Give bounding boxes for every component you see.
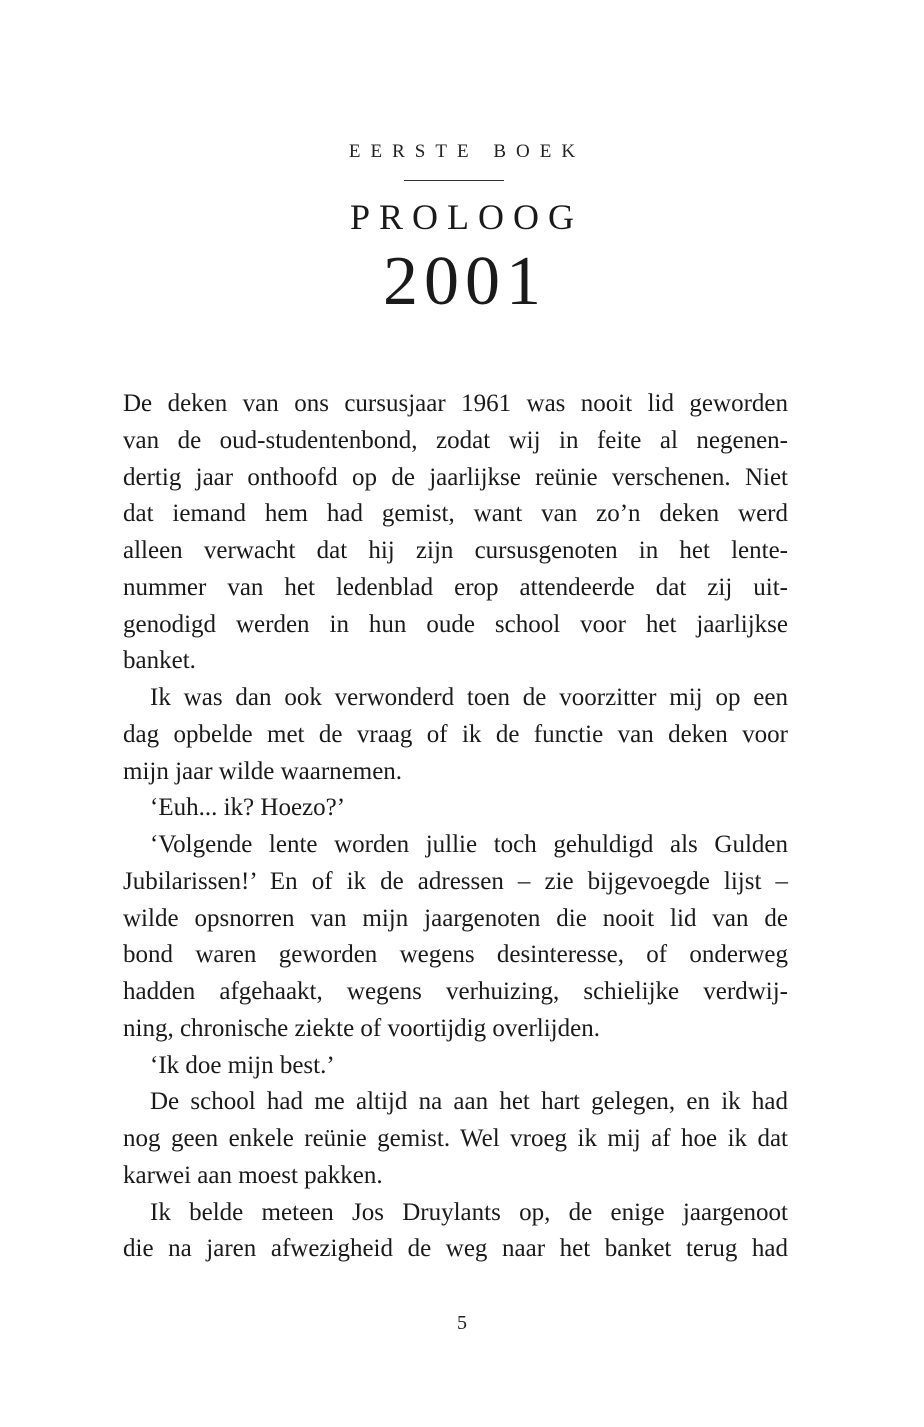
text-line: karwei aan moest pakken.: [123, 1161, 383, 1189]
text-line: banket.: [123, 647, 196, 675]
text-line: De deken van ons cursusjaar 1961 was nooit lid geworden: [123, 390, 788, 417]
body-text: [123, 386, 788, 1268]
chapter-title: PROLOOG: [349, 197, 583, 237]
text-line: dertig jaar onthoofd op de jaarlijkse reünie verschenen. Niet: [123, 463, 788, 491]
book-label: EERSTE BOEK: [348, 141, 586, 162]
page-number: 5: [457, 1312, 467, 1334]
title-divider: [404, 180, 504, 181]
text-line: dat iemand hem had gemist, want van zo’n deken werd: [123, 500, 788, 528]
text-line: ning, chronische ziekte of voortijdig overlijden.: [123, 1014, 600, 1042]
text-line: bond waren geworden wegens desinteresse, of onderweg: [123, 941, 788, 969]
text-line: alleen verwacht dat hij zijn cursusgenoten in het lente-: [123, 537, 788, 564]
chapter-year: 2001: [383, 243, 547, 320]
text-line: ‘Ik doe mijn best.’: [150, 1051, 335, 1079]
text-line: dag opbelde met de vraag of ik de functie van deken voor: [123, 720, 788, 748]
text-line: genodigd werden in hun oude school voor het jaarlijkse: [123, 610, 788, 638]
text-line: nog geen enkele reünie gemist. Wel vroeg ik mij af hoe ik dat: [123, 1125, 788, 1152]
text-line: ‘Volgende lente worden jullie toch gehuldigd als Gulden: [150, 831, 788, 858]
text-line: Jubilarissen!’ En of ik de adressen – zie bijgevoegde lijst –: [123, 867, 788, 895]
text-line: Ik belde meteen Jos Druylants op, de enige jaargenoot: [150, 1198, 788, 1226]
text-line: die na jaren afwezigheid de weg naar het banket terug had: [123, 1235, 788, 1263]
text-line: ‘Euh... ik? Hoezo?’: [150, 794, 346, 822]
text-line: wilde opsnorren van mijn jaargenoten die nooit lid van de: [123, 904, 788, 932]
text-line: Ik was dan ook verwonderd toen de voorzitter mij op een: [150, 684, 788, 711]
text-line: De school had me altijd na aan het hart gelegen, en ik had: [150, 1088, 788, 1116]
text-line: van de oud-studentenbond, zodat wij in feite al negenen-: [123, 426, 788, 454]
text-line: mijn jaar wilde waarnemen.: [123, 757, 403, 785]
text-line: nummer van het ledenblad erop attendeerde dat zij uit-: [123, 573, 788, 601]
text-line: hadden afgehaakt, wegens verhuizing, schielijke verdwij-: [123, 978, 788, 1005]
